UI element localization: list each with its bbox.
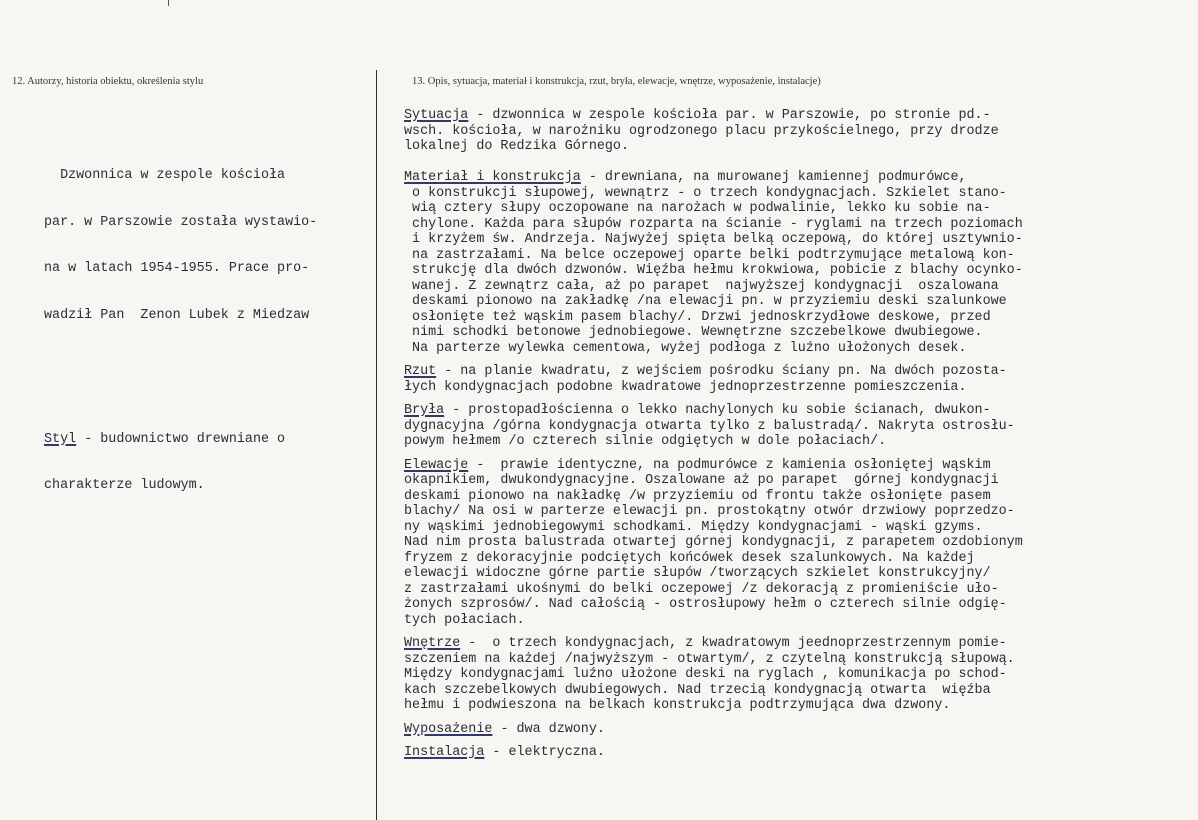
section-text: - prostopadłościenna o lekko nachylonych ku sobie ścianach, dwukon- (444, 403, 991, 418)
section-line: powym hełmem /o czterech silnie odgiętych w dole połaciach/. (404, 434, 887, 449)
top-mark (168, 0, 169, 6)
column-divider (376, 70, 377, 820)
style-label: Styl (44, 431, 77, 447)
section-text: - o trzech kondygnacjach, z kwadratowym jeednoprzestrzennym pomie- (460, 636, 1007, 651)
history-line: par. w Parszowie została wystawio- (44, 214, 318, 230)
style-text: - budownictwo drewniane o (76, 431, 286, 447)
section-line: tych połaciach. (404, 612, 525, 628)
section-text: - drewniana, na murowanej kamiennej podmurówce, (580, 170, 967, 185)
section-text: - dzwonnica w zespole kościoła par. w Parszowie, po stronie pd.- (468, 108, 991, 123)
section-line: Na parterze wylewka cementowa, wyżej podłoga z luźno ułożonych desek. (404, 340, 967, 356)
section-line: ny wąskimi jednobiegowymi schodkami. Między kondygnacjami - wąski gzyms. (404, 519, 983, 535)
section-line: łych kondygnacjach podobne kwadratowe jednoprzestrzenne pomieszczenia. (404, 379, 967, 395)
section-line: wią cztery słupy oczopowane na narożach w podwalinie, lekko ku sobie na- (404, 201, 991, 216)
section-line: deskami pionowo na nakładkę /w przyziemiu od frontu także osłonięte pasem (404, 488, 991, 504)
section-line: wsch. kościoła, w narożniku ogrodzonego placu przykościelnego, przy drodze (404, 123, 999, 139)
section-line: fryzem z dekoracyjnie podciętych końcówek desek szalunkowych. Na każdej (404, 550, 975, 566)
section-line: kach szczebelkowych dwubiegowych. Nad trzecią kondygnacją otwarta więźba (404, 682, 991, 698)
section-line: i krzyżem św. Andrzeja. Najwyżej spięta belką oczepową, do której usztywnio- (404, 232, 1023, 247)
section-instalacja (404, 745, 1194, 761)
section-line: o konstrukcji słupowej, wewnątrz - o trzech kondygnacjach. Szkielet stano- (404, 185, 1007, 201)
section-label: Materiał i konstrukcja (404, 170, 581, 185)
section-line: osłonięte też wąskim pasem blachy/. Drzwi jednoskrzydłowe deskowe, przed (404, 309, 991, 325)
history-paragraph (44, 137, 374, 354)
section-wnętrze (404, 636, 1194, 714)
section-line: wanej. Z zewnątrz cała, aż po parapet najwyższej kondygnacji oszalowana (404, 278, 999, 294)
section-materiał-i-konstrukcja (404, 170, 1194, 356)
section-line: strukcję dla dwóch dzwonów. Więźba hełmu krokwiowa, pobicie z blachy ocynko- (404, 263, 1023, 278)
style-line: charakterze ludowym. (44, 478, 205, 493)
section-label: Rzut (404, 364, 437, 379)
header-left: 12. Autorzy, historia obiektu, określenia stylu (12, 76, 204, 87)
section-line: elewacji widoczne górne partie słupów /tworzących szkielet konstrukcyjny/ (404, 566, 991, 581)
header-right: 13. Opis, sytuacja, materiał i konstrukcja, rzut, bryła, elewacje, wnętrze, wyposażenie, instalacje) (412, 76, 821, 87)
section-line: lokalnej do Redzika Górnego. (404, 139, 629, 154)
section-elewacje (404, 458, 1194, 629)
section-label: Wnętrze (404, 636, 461, 651)
history-line: Dzwonnica w zespole kościoła (44, 168, 286, 183)
section-text: - na planie kwadratu, z wejściem pośrodku ściany pn. Na dwóch pozosta- (436, 364, 1007, 379)
section-rzut (404, 364, 1194, 395)
section-label: Sytuacja (404, 108, 469, 123)
section-line: nimi schodki betonowe jednobiegowe. Wewnętrzne szczebelkowe dwubiegowe. (404, 325, 983, 340)
section-line: blachy/ Na osi w parterze elewacji pn. prostokątny otwór drzwiowy poprzedzo- (404, 504, 1015, 519)
section-label: Elewacje (404, 457, 469, 473)
section-line: na zastrzałami. Na belce oczepowej oparte belki podtrzymujące metalową kon- (404, 247, 1015, 263)
section-line: deskami pionowo na zakładkę /na elewacji pn. w przyziemiu deski szalunkowe (404, 294, 1007, 309)
history-line: wadził Pan Zenon Lubek z Miedzaw (44, 307, 310, 323)
section-line: Nad nim prosta balustrada otwartej górnej kondygnacji, z parapetem ozdobionym (404, 535, 1023, 550)
left-column (44, 106, 374, 571)
description-column (404, 108, 1194, 761)
section-label: Bryła (404, 403, 445, 418)
section-sytuacja (404, 108, 1194, 155)
section-text: - prawie identyczne, na podmurówce z kamienia osłoniętej wąskim (468, 457, 991, 473)
section-line: z zastrzałami ukośnymi do belki oczepowej /z dekoracją z promieniście uło- (404, 581, 999, 597)
section-line: hełmu i podwieszona na belkach konstrukcja podtrzymująca dwa dzwony. (404, 698, 951, 713)
section-label: Wyposażenie (404, 721, 493, 737)
section-line: chylone. Każda para słupów rozparta na ścianie - ryglami na trzech poziomach (404, 216, 1023, 232)
style-paragraph (44, 401, 374, 525)
section-line: szczeniem na każdej /najwyższym - otwartym/, z czytelną konstrukcją słupową. (404, 651, 1015, 667)
section-wyposażenie (404, 722, 1194, 738)
history-line: na w latach 1954-1955. Prace pro- (44, 261, 310, 276)
section-line: dygnacyjna /górna kondygnacja otwarta tylko z balustradą/. Nakryta ostrosłu- (404, 418, 1015, 434)
section-text: - dwa dzwony. (492, 721, 605, 737)
section-text: - elektryczna. (484, 745, 605, 760)
section-bryła (404, 403, 1194, 450)
section-line: żonych szprosów/. Nad całością - ostrosłupowy hełm o czterech silnie odgię- (404, 597, 1007, 612)
section-label: Instalacja (404, 745, 485, 760)
section-line: Między kondygnacjami luźno ułożone deski na ryglach , komunikacja po schod- (404, 667, 1007, 682)
section-line: okapnikiem, dwukondygnacyjne. Oszalowane aż po parapet górnej kondygnacji (404, 473, 999, 488)
